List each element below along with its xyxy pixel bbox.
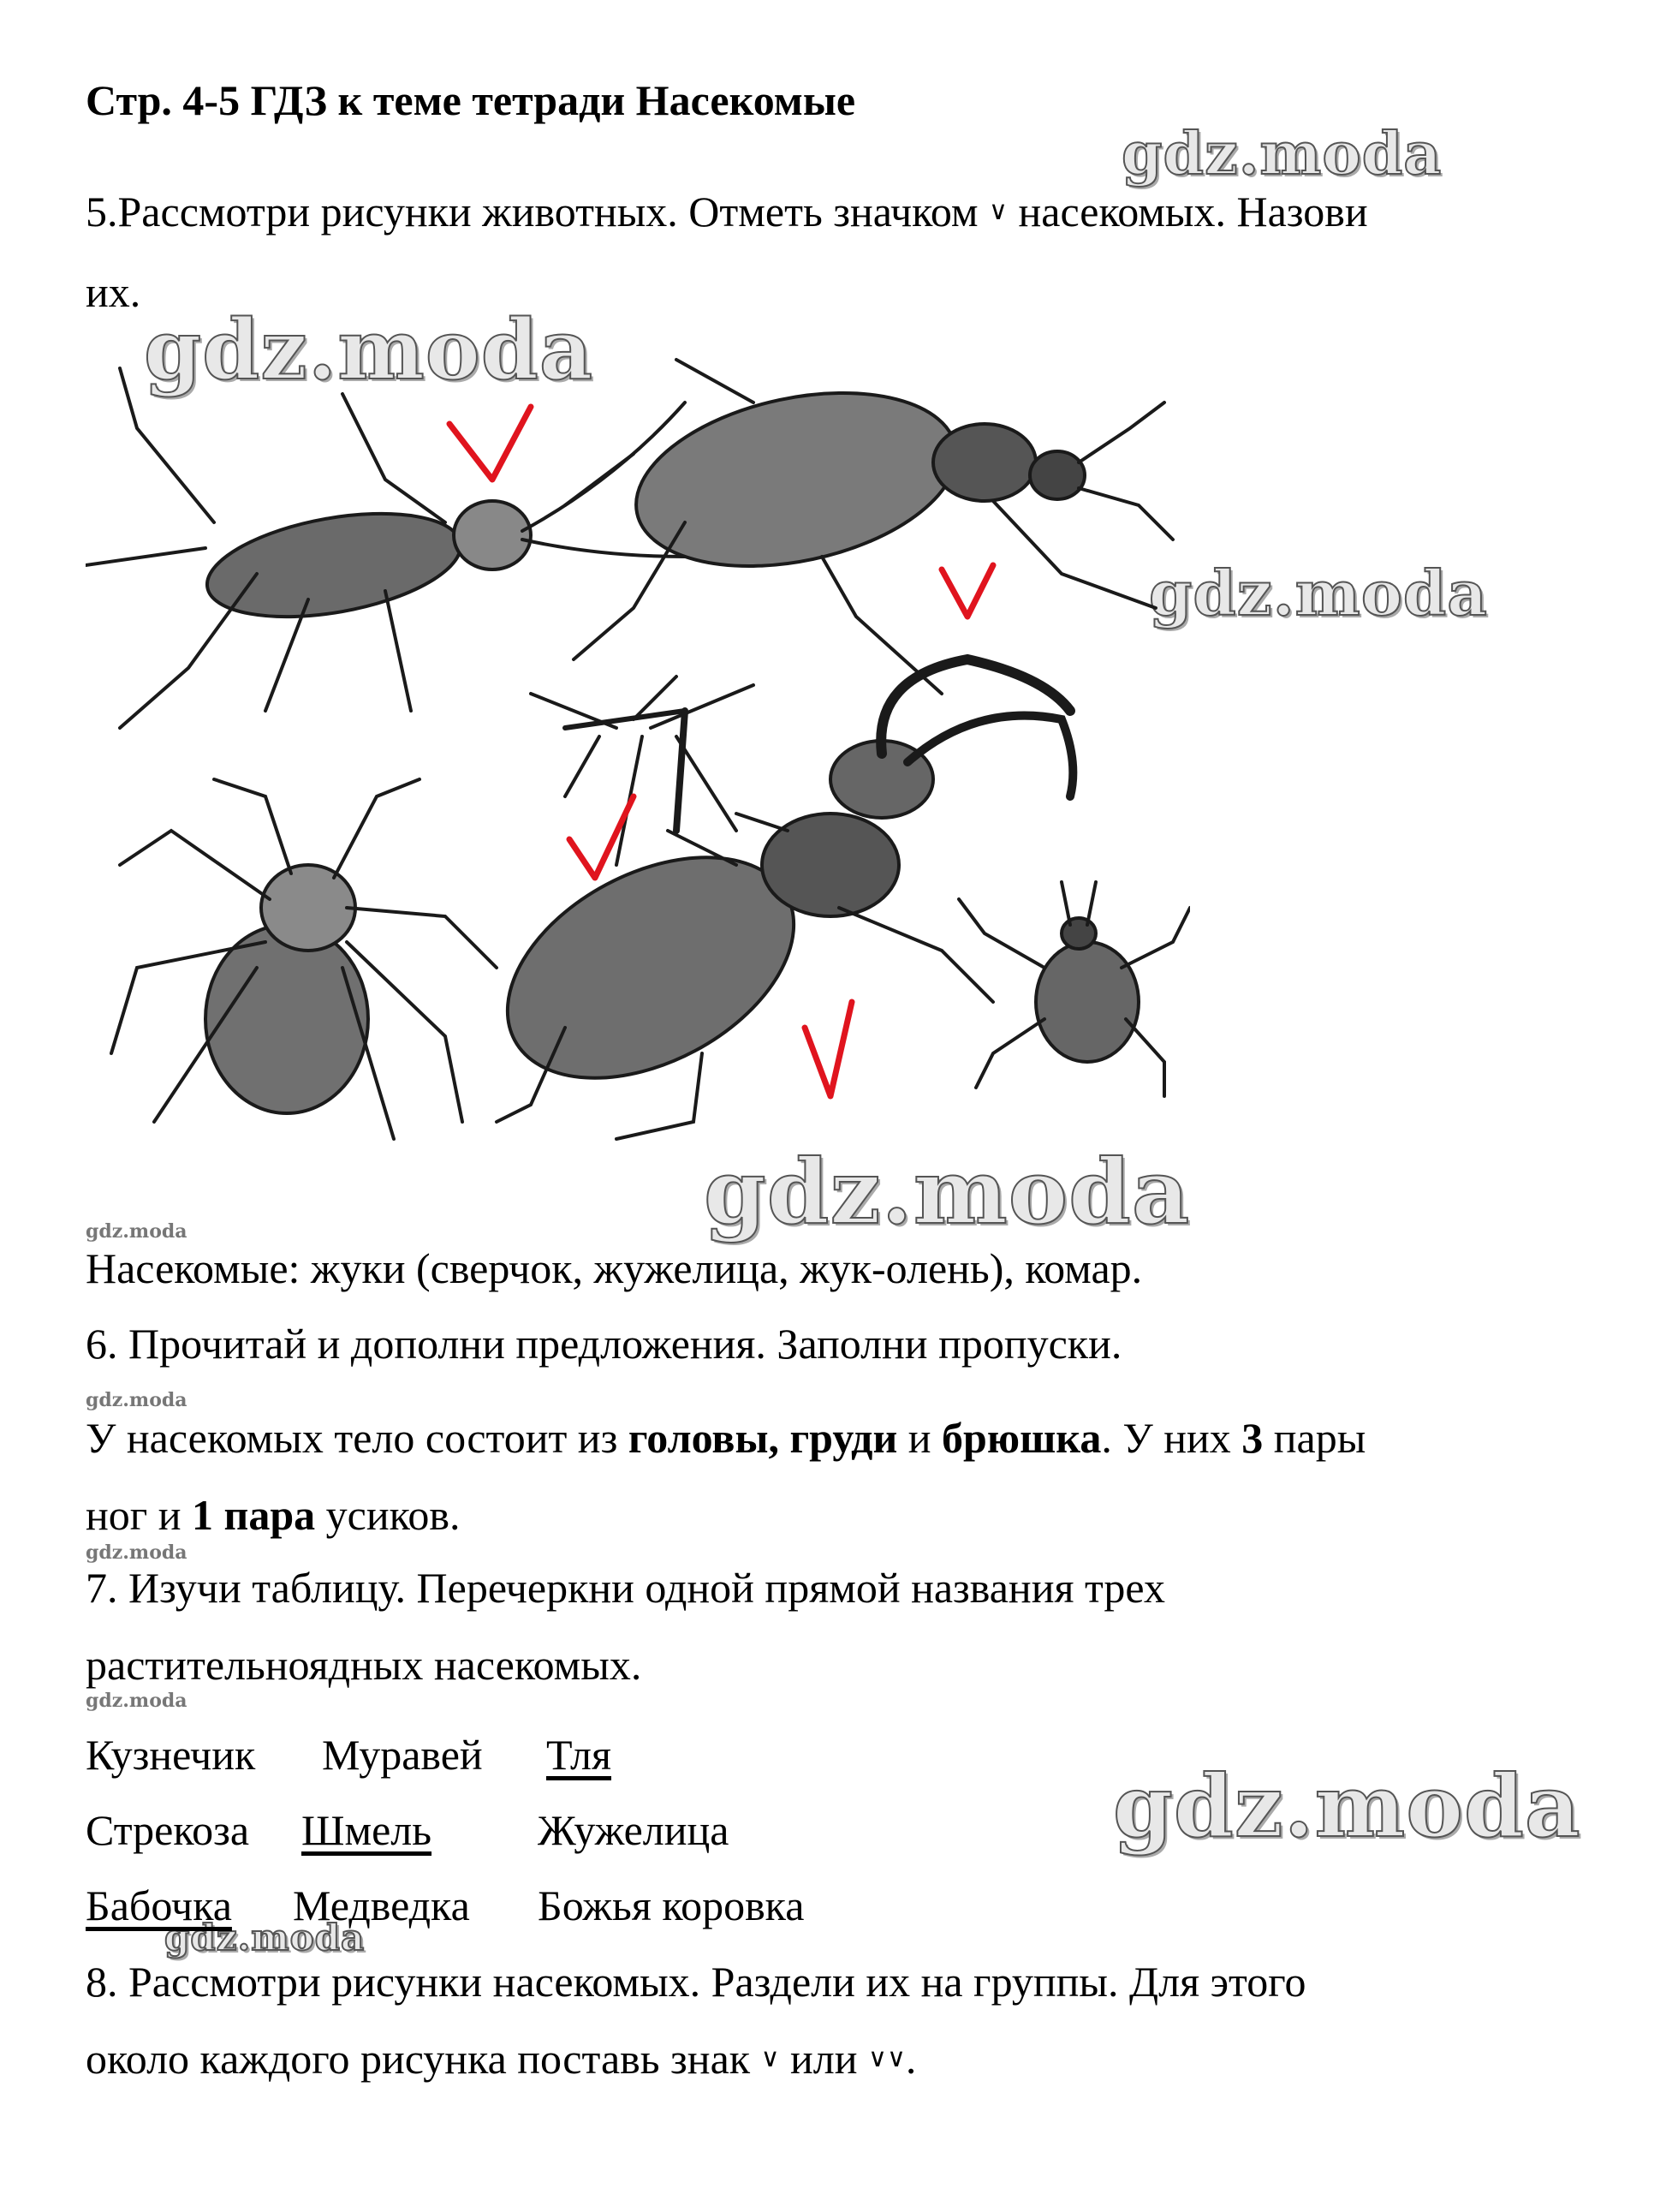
task8-line1: 8. Рассмотри рисунки насекомых. Раздели их на группы. Для этого — [86, 1958, 1306, 2006]
task5-line2: их. — [86, 268, 141, 316]
double-check-mark-icon: ∨∨ — [868, 2043, 906, 2073]
task7-line2: растительноядных насекомых. — [86, 1641, 642, 1689]
task8-text: или — [790, 2035, 858, 2083]
table7-cell: Жужелица — [538, 1806, 729, 1854]
stag-beetle-illustration — [470, 659, 1073, 1139]
check-mark-icon — [942, 565, 993, 617]
ground-beetle-illustration — [565, 360, 1173, 694]
insects-illustration — [86, 351, 1190, 1199]
table7-cell-underlined: Тля — [546, 1731, 612, 1779]
answer6-text: ног и — [86, 1491, 193, 1539]
watermark-logo: gdz.moda — [164, 1917, 366, 1959]
answer6-bold: 3 — [1241, 1414, 1264, 1462]
watermark-logo: gdz.moda — [1122, 120, 1443, 188]
task8-text: . — [905, 2035, 917, 2083]
check-mark-icon — [805, 1002, 852, 1096]
task8-line2 — [86, 2034, 916, 2084]
answer6-text: . У них — [1101, 1414, 1242, 1462]
table7-cell: Муравей — [322, 1731, 483, 1779]
answer6-bold: головы, груди — [628, 1414, 898, 1462]
table7-cell: Стрекоза — [86, 1806, 250, 1854]
table7-cell: Медведка — [293, 1881, 470, 1929]
check-mark-icon — [449, 407, 531, 480]
table7-cell: Кузнечик — [86, 1731, 256, 1779]
mosquito-illustration — [531, 677, 753, 865]
answer6-bold: 1 пара — [192, 1491, 316, 1539]
answer6-text: пары — [1263, 1414, 1366, 1462]
answer6-line1 — [86, 1413, 1366, 1463]
table7-cell-underlined: Бабочка — [86, 1881, 232, 1929]
spider-illustration — [111, 779, 497, 1139]
task6: 6. Прочитай и дополни предложения. Заполни пропуски. — [86, 1320, 1122, 1368]
answer6-text: и — [897, 1414, 943, 1462]
answer6-line2 — [86, 1490, 460, 1540]
check-mark-icon: ∨ — [989, 196, 1008, 226]
task5-text: насекомых. Назови — [1018, 188, 1368, 236]
watermark-small: gdz.moda — [86, 1389, 187, 1411]
watermark-logo: gdz.moda — [1149, 557, 1488, 629]
watermark-logo: gdz.moda — [704, 1139, 1191, 1244]
answer6-bold: брюшка — [942, 1414, 1102, 1462]
table7-cell: Божья коровка — [538, 1881, 805, 1929]
task5-text: 5.Рассмотри рисунки животных. Отметь значком — [86, 188, 979, 236]
check-mark-icon: ∨ — [760, 2043, 780, 2073]
answer6-text: У насекомых тело состоит из — [86, 1414, 628, 1462]
page-title: Стр. 4-5 ГДЗ к теме тетради Насекомые — [86, 76, 856, 124]
cricket-illustration — [86, 368, 685, 728]
task7-line1: 7. Изучи таблицу. Перечеркни одной прямой названия трех — [86, 1564, 1165, 1612]
watermark-small: gdz.moda — [86, 1690, 187, 1712]
task5-line1 — [86, 187, 1368, 236]
watermark-logo: gdz.moda — [1113, 1756, 1581, 1857]
check-mark-icon — [569, 796, 634, 878]
watermark-small: gdz.moda — [86, 1220, 187, 1243]
table7-cell-underlined: Шмель — [301, 1806, 432, 1854]
watermark-logo: gdz.moda — [144, 301, 594, 398]
tick-illustration — [959, 882, 1190, 1096]
answer5: Насекомые: жуки (сверчок, жужелица, жук-олень), комар. — [86, 1244, 1143, 1292]
watermark-small: gdz.moda — [86, 1541, 187, 1564]
task8-text: около каждого рисунка поставь знак — [86, 2035, 751, 2083]
answer6-text: усиков. — [315, 1491, 461, 1539]
